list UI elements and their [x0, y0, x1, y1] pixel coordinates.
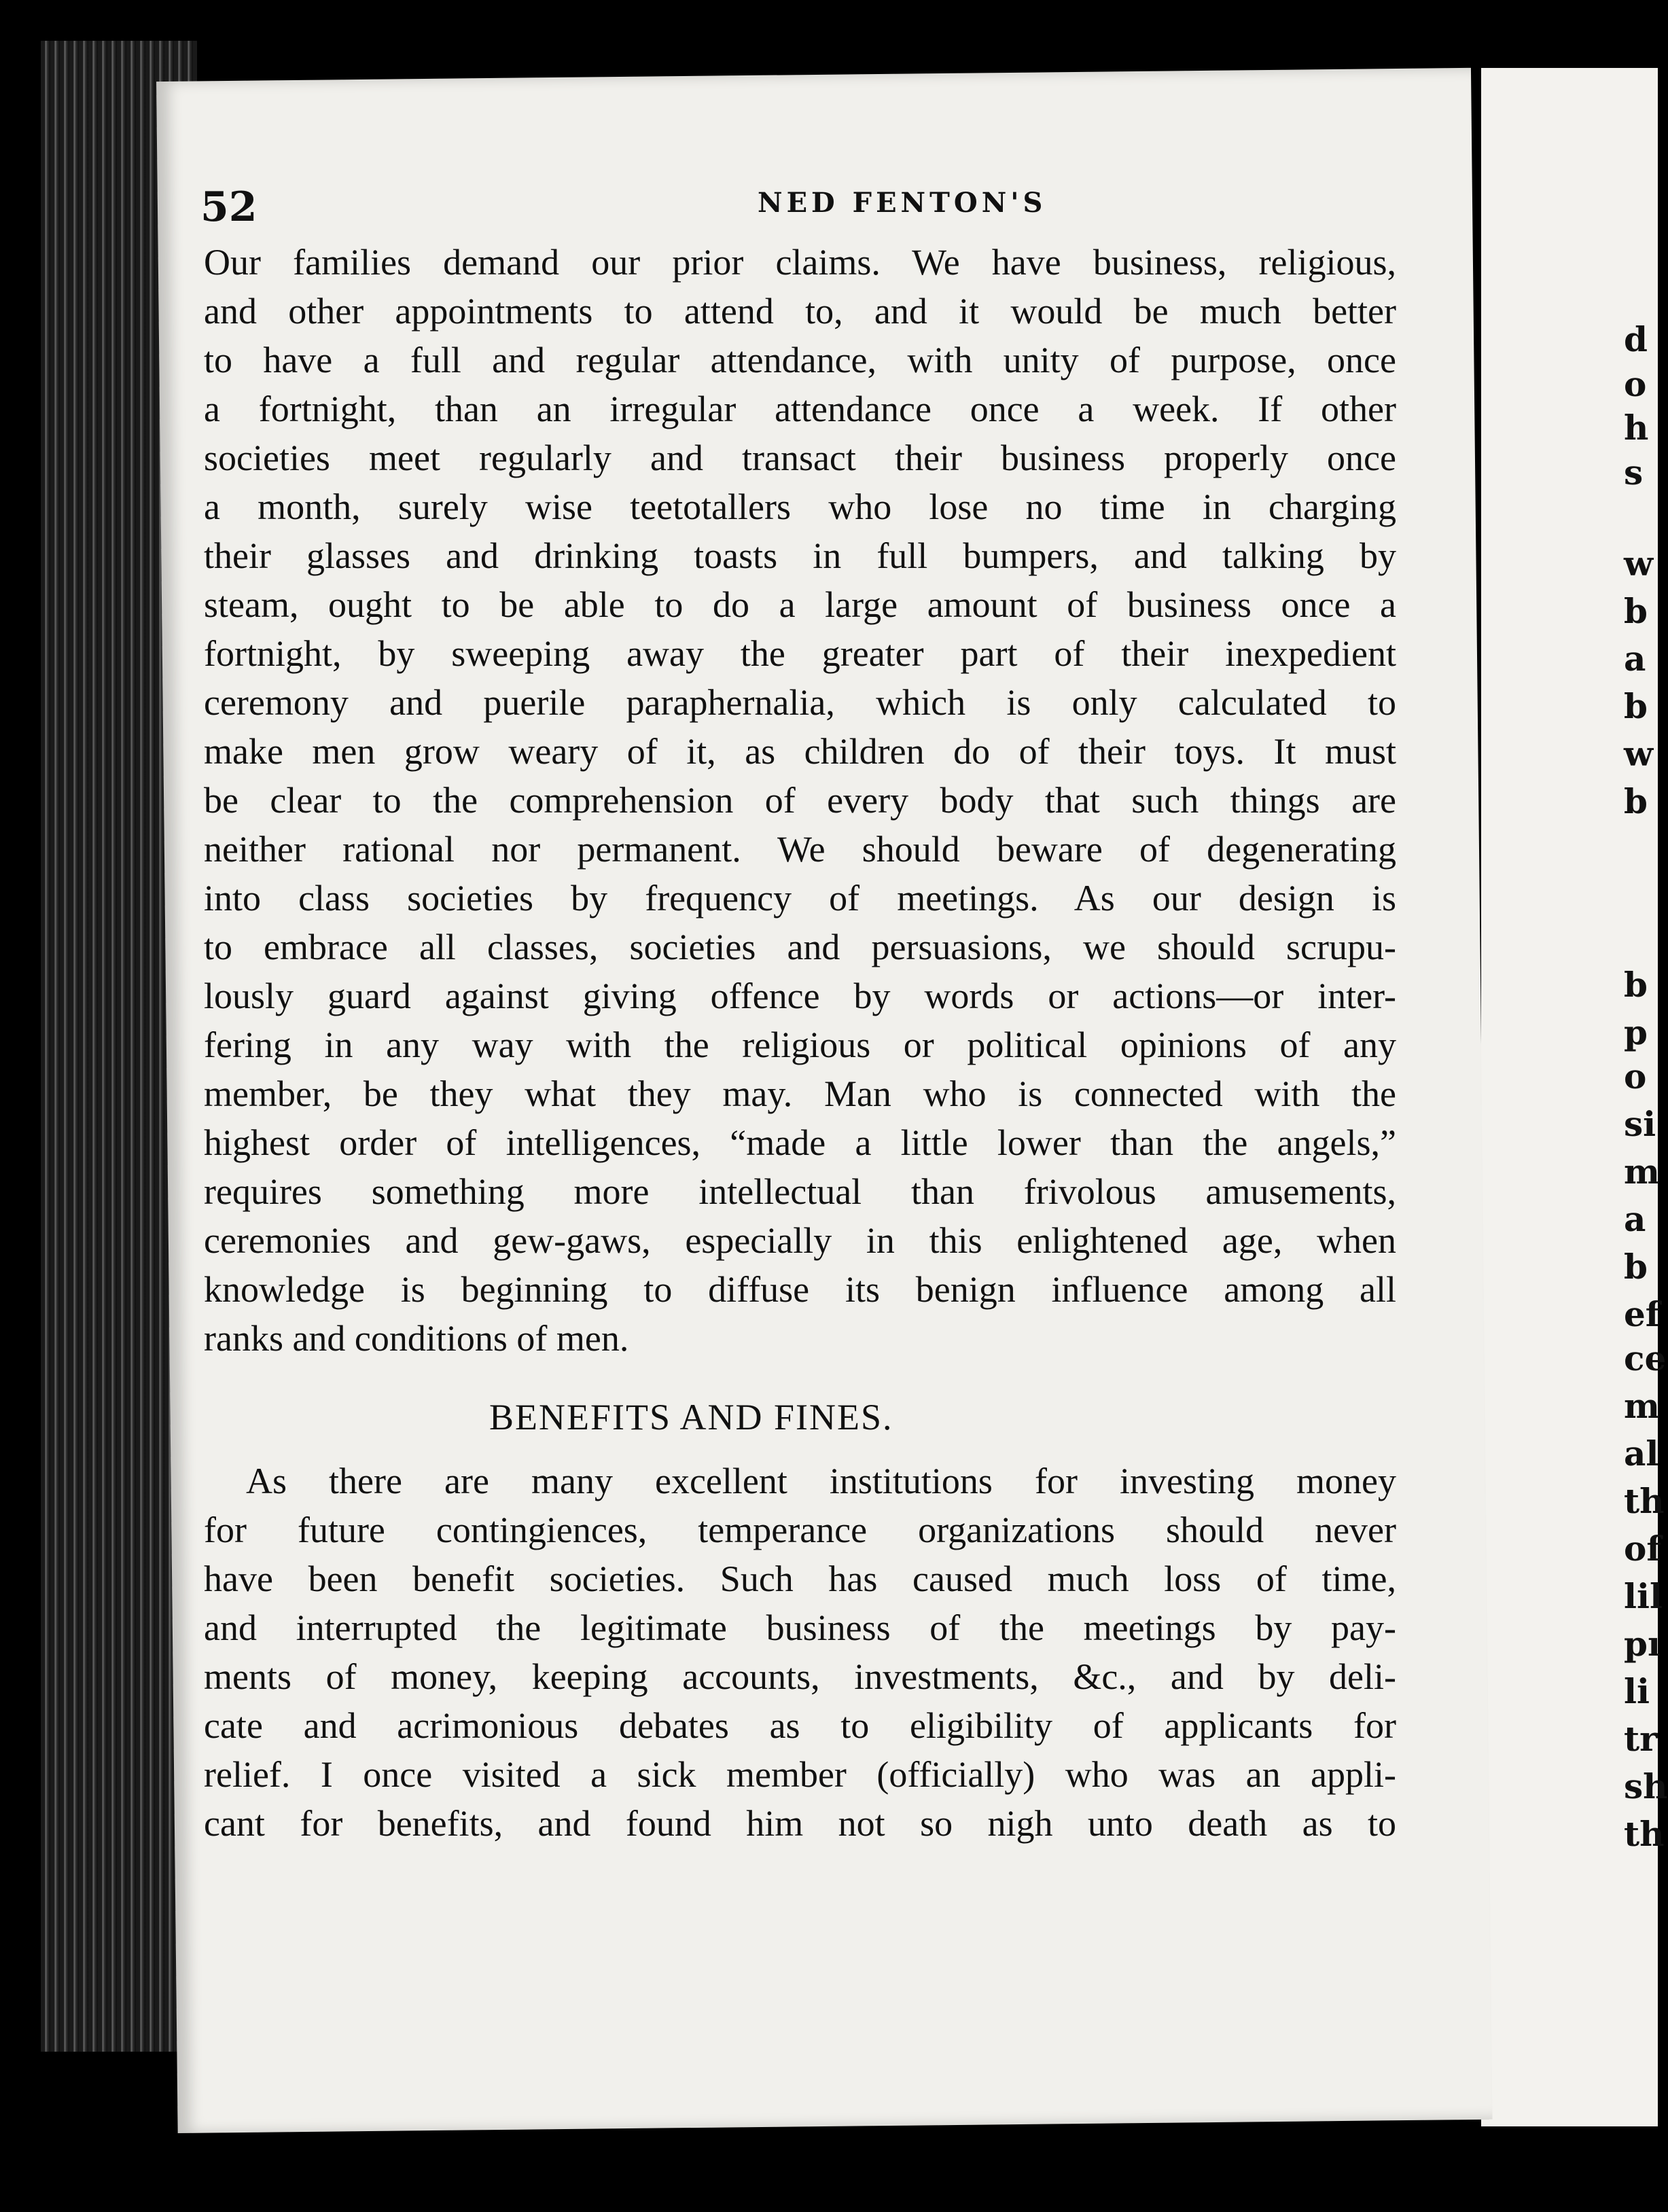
facing-page-fragment: a: [1624, 639, 1646, 679]
text-line: cant for benefits, and found him not so nigh unto death as to: [204, 1803, 1396, 1844]
facing-page-fragment: p: [1624, 1012, 1648, 1052]
text-line: their glasses and drinking toasts in full bumpers, and talking by: [204, 535, 1396, 576]
text-line: be clear to the comprehension of every body that such things are: [204, 780, 1396, 821]
facing-page-fragment: pı: [1624, 1624, 1661, 1664]
text-line: highest order of intelligences, “made a little lower than the angels,”: [204, 1122, 1396, 1163]
text-line: ments of money, keeping accounts, investments, &c., and by deli-: [204, 1656, 1396, 1697]
facing-page-fragment: d: [1624, 319, 1648, 359]
facing-page-fragment: m: [1624, 1386, 1660, 1426]
text-line: neither rational nor permanent. We should beware of degenerating: [204, 829, 1396, 870]
facing-page-fragment: si: [1624, 1104, 1656, 1144]
running-head: NED FENTON'S: [758, 187, 1047, 219]
text-line: to embrace all classes, societies and persuasions, we should scrupu-: [204, 927, 1396, 967]
facing-page-fragment: th: [1624, 1481, 1665, 1521]
text-line: into class societies by frequency of meetings. As our design is: [204, 878, 1396, 918]
text-line: knowledge is beginning to diffuse its benign influence among all: [204, 1269, 1396, 1310]
facing-page-fragment: b: [1624, 686, 1648, 726]
text-line: fortnight, by sweeping away the greater part of their inexpedient: [204, 633, 1396, 674]
text-line: a fortnight, than an irregular attendance once a week. If other: [204, 389, 1396, 429]
facing-page-fragment: w: [1624, 734, 1654, 774]
paragraph-2: [204, 1457, 1396, 1848]
facing-page-fragment: th: [1624, 1814, 1665, 1854]
facing-page-fragment: tr: [1624, 1719, 1658, 1759]
text-line: make men grow weary of it, as children do of their toys. It must: [204, 731, 1396, 772]
facing-page-fragment: m: [1624, 1152, 1660, 1192]
text-line: ceremony and puerile paraphernalia, which is only calculated to: [204, 682, 1396, 723]
text-line: fering in any way with the religious or political opinions of any: [204, 1024, 1396, 1065]
page-text: [204, 238, 1396, 1848]
facing-page-fragment: ef: [1624, 1294, 1661, 1334]
text-line: member, be they what they may. Man who is connected with the: [204, 1073, 1396, 1114]
facing-page-fragment: b: [1624, 591, 1648, 631]
text-line: cate and acrimonious debates as to eligibility of applicants for: [204, 1705, 1396, 1746]
facing-page-fragment: al: [1624, 1433, 1659, 1474]
text-line: ranks and conditions of men.: [204, 1318, 629, 1359]
text-line: a month, surely wise teetotallers who lose no time in charging: [204, 486, 1396, 527]
text-line: steam, ought to be able to do a large amount of business once a: [204, 584, 1396, 625]
text-line: Our families demand our prior claims. We have business, religious,: [204, 242, 1396, 283]
facing-page-fragment: sh: [1624, 1766, 1668, 1806]
facing-page-fragment: li: [1624, 1671, 1650, 1711]
text-line: for future contingiences, temperance organizations should never: [204, 1510, 1396, 1550]
facing-page-fragment: w: [1624, 543, 1654, 584]
facing-page-fragment: o: [1624, 364, 1647, 404]
text-line: have been benefit societies. Such has caused much loss of time,: [204, 1558, 1396, 1599]
text-line: relief. I once visited a sick member (officially) who was an appli-: [204, 1754, 1396, 1795]
text-line: requires something more intellectual than frivolous amusements,: [204, 1171, 1396, 1212]
text-line: ceremonies and gew-gaws, especially in this enlightened age, when: [204, 1220, 1396, 1261]
facing-page-fragment: lil: [1624, 1576, 1663, 1616]
facing-page-fragment: h: [1624, 408, 1649, 448]
text-line: and other appointments to attend to, and it would be much better: [204, 291, 1396, 332]
text-line: to have a full and regular attendance, with unity of purpose, once: [204, 340, 1396, 380]
facing-page-fragment: s: [1624, 452, 1644, 493]
text-line: and interrupted the legitimate business of the meetings by pay-: [204, 1607, 1396, 1648]
facing-page-fragment: b: [1624, 781, 1648, 821]
text-line: As there are many excellent institutions for investing money: [246, 1461, 1396, 1501]
facing-page-fragment: o: [1624, 1056, 1647, 1096]
facing-page-fragment: a: [1624, 1199, 1646, 1239]
section-heading: BENEFITS AND FINES.: [489, 1397, 893, 1438]
facing-page-fragment: b: [1624, 965, 1648, 1005]
facing-page-fragment: of: [1624, 1529, 1661, 1569]
text-line: lously guard against giving offence by words or actions—or inter-: [204, 976, 1396, 1016]
facing-page-fragment: b: [1624, 1247, 1648, 1287]
page-number: 52: [200, 183, 258, 231]
facing-page-fragment: ce: [1624, 1338, 1667, 1378]
text-line: societies meet regularly and transact their business properly once: [204, 438, 1396, 478]
paragraph-1: [204, 238, 1396, 1363]
